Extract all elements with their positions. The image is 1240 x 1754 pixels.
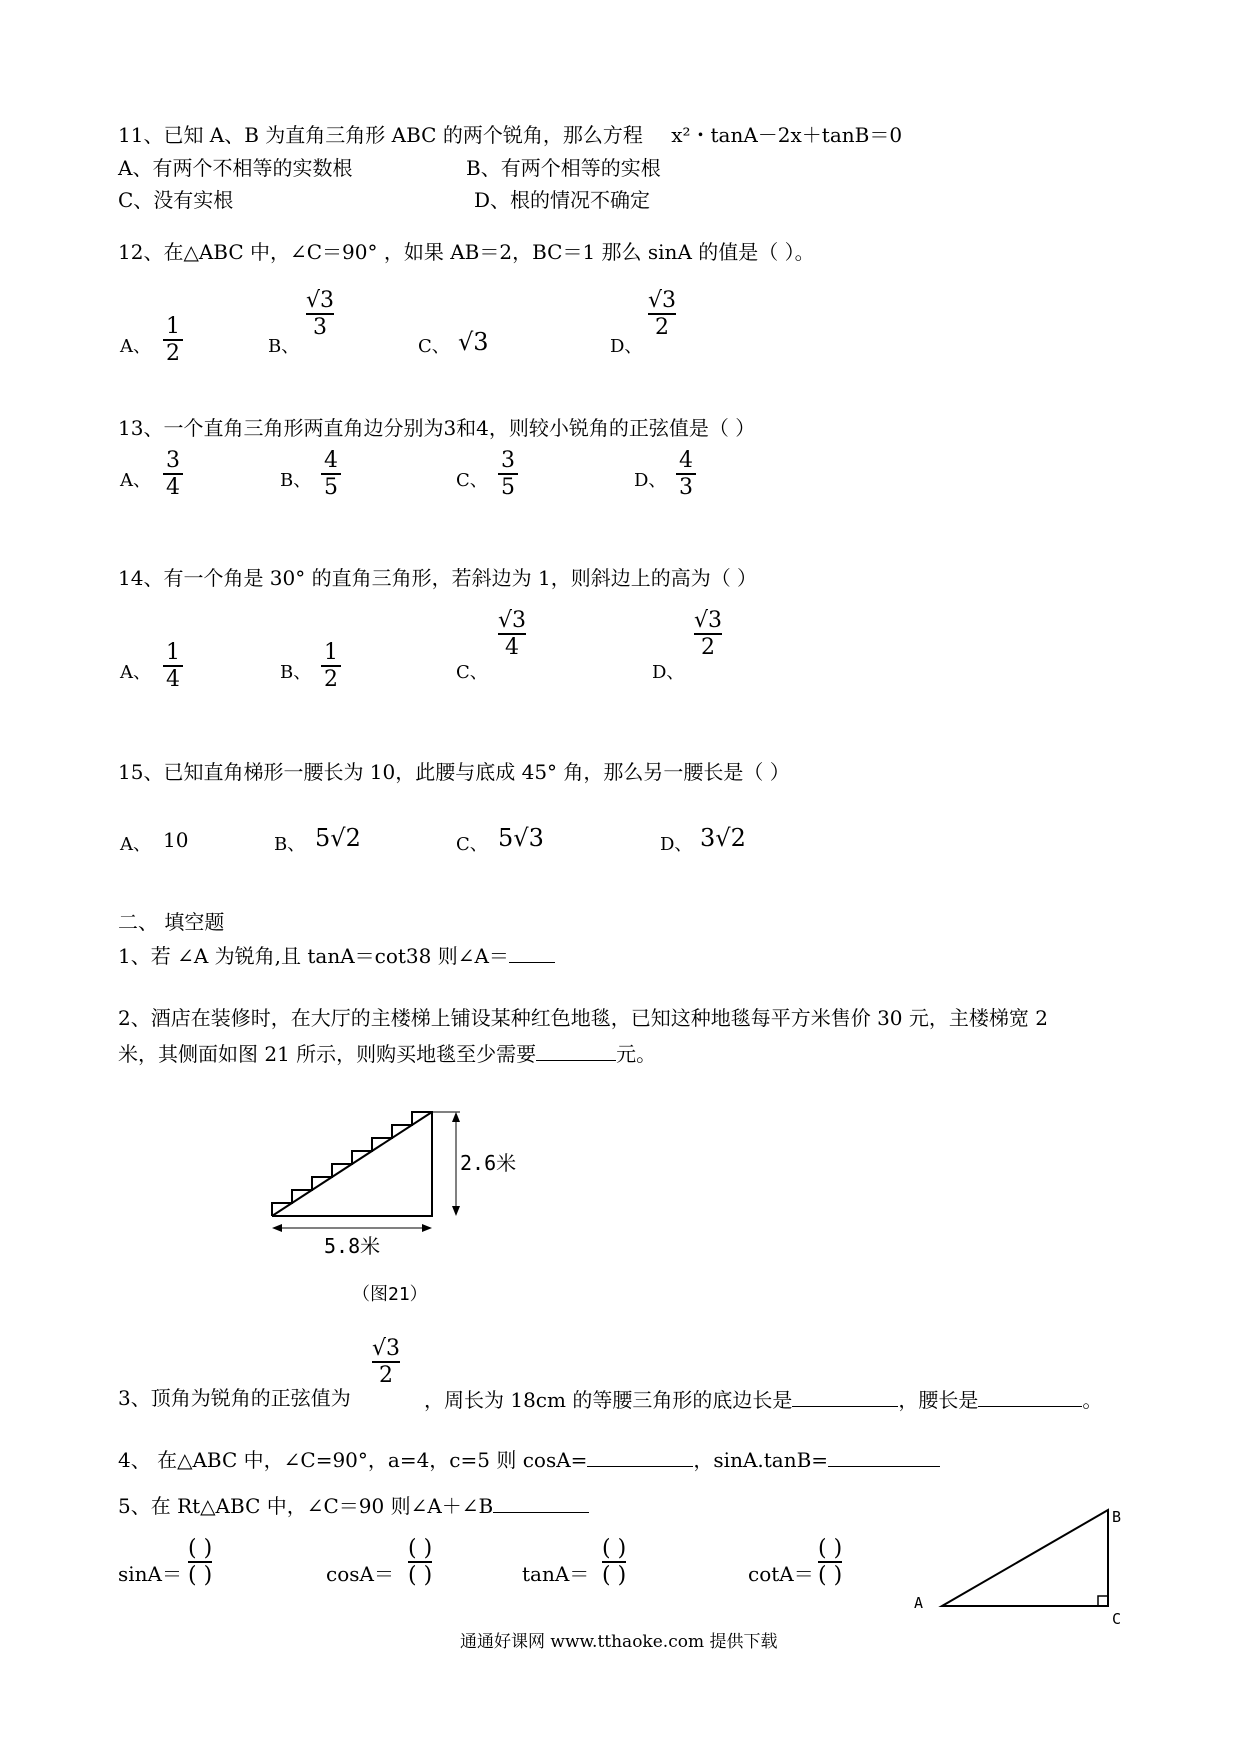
numerator: √3 bbox=[372, 1336, 401, 1361]
q15-option-c: 5√3 bbox=[498, 824, 544, 852]
vertex-c-label: C bbox=[1112, 1610, 1122, 1628]
q12-option-d bbox=[648, 288, 676, 341]
fill-5 bbox=[118, 1494, 589, 1516]
base-label: 5.8米 bbox=[324, 1234, 381, 1258]
numerator: 3 bbox=[501, 448, 515, 473]
ratio-tan-fraction bbox=[602, 1536, 626, 1589]
fill-3-end: 。 bbox=[1082, 1388, 1103, 1412]
vertex-b-label: B bbox=[1112, 1508, 1122, 1526]
section2-heading: 二、 填空题 bbox=[118, 910, 225, 934]
q11-option-b: B、有两个相等的实根 bbox=[466, 156, 661, 180]
numerator: 1 bbox=[166, 314, 180, 339]
numerator: ( ) bbox=[818, 1536, 843, 1561]
q13-label-d: D、 bbox=[634, 470, 667, 491]
q15-option-b: 5√2 bbox=[315, 824, 361, 852]
q11-stem-text: 11、已知 A、B 为直角三角形 ABC 的两个锐角，那么方程 bbox=[118, 123, 643, 147]
fill-3-fraction bbox=[372, 1336, 400, 1389]
q12-label-b: B、 bbox=[268, 336, 300, 357]
numerator: √3 bbox=[306, 288, 335, 313]
denominator: 3 bbox=[679, 475, 693, 501]
fill-2-blank bbox=[536, 1042, 616, 1061]
figure-caption: （图21） bbox=[352, 1284, 428, 1305]
vertex-a-label: A bbox=[914, 1594, 924, 1612]
stair-figure bbox=[260, 1108, 560, 1288]
numerator: ( ) bbox=[408, 1536, 433, 1561]
q15-label-b: B、 bbox=[274, 834, 306, 855]
q11-option-a: A、有两个不相等的实数根 bbox=[118, 156, 353, 180]
right-angle-mark bbox=[1098, 1596, 1108, 1606]
q12-label-d: D、 bbox=[610, 336, 643, 357]
q11-stem bbox=[118, 125, 902, 145]
height-label: 2.6米 bbox=[460, 1151, 517, 1175]
q11-option-d: D、根的情况不确定 bbox=[474, 188, 651, 212]
fill-2-line1: 2、酒店在装修时，在大厅的主楼梯上铺设某种红色地毯，已知这种地毯每平方米售价 30 元，主楼梯宽 2 bbox=[118, 1006, 1048, 1030]
fill-2-text: 米，其侧面如图 21 所示，则购买地毯至少需要 bbox=[118, 1042, 537, 1066]
denominator: 2 bbox=[379, 1363, 393, 1389]
fill-3-blank-leg bbox=[978, 1388, 1082, 1407]
denominator: 2 bbox=[166, 341, 180, 367]
numerator: ( ) bbox=[602, 1536, 627, 1561]
fill-4-mid: ，sinA.tanB= bbox=[693, 1448, 829, 1472]
q12-option-b bbox=[306, 288, 334, 341]
denominator: ( ) bbox=[602, 1563, 627, 1589]
q14-label-c: C、 bbox=[456, 662, 488, 683]
q13-option-d bbox=[676, 448, 696, 501]
denominator: 4 bbox=[166, 667, 180, 693]
ratio-cot-label: cotA＝ bbox=[748, 1562, 814, 1586]
q15-stem: 15、已知直角梯形一腰长为 10，此腰与底成 45° 角，那么另一腰长是（ ） bbox=[118, 760, 790, 784]
numerator: 1 bbox=[166, 640, 180, 665]
fill-2-line2 bbox=[118, 1042, 656, 1064]
q12-option-c: √3 bbox=[458, 328, 489, 356]
q13-option-a bbox=[163, 448, 183, 501]
denominator: ( ) bbox=[188, 1563, 213, 1589]
denominator: 2 bbox=[701, 635, 715, 661]
fill-5-blank bbox=[493, 1494, 589, 1513]
denominator: 5 bbox=[324, 475, 338, 501]
q15-label-c: C、 bbox=[456, 834, 488, 855]
q14-label-a: A、 bbox=[120, 662, 151, 683]
q14-option-d bbox=[694, 608, 722, 661]
ratio-cot-fraction bbox=[818, 1536, 842, 1589]
q12-stem: 12、在△ABC 中，∠C＝90° ，如果 AB＝2，BC＝1 那么 sinA 的值是（ ）。 bbox=[118, 240, 815, 264]
numerator: 4 bbox=[324, 448, 338, 473]
q14-stem: 14、有一个角是 30° 的直角三角形，若斜边为 1，则斜边上的高为（ ） bbox=[118, 566, 758, 590]
q12-label-a: A、 bbox=[120, 336, 151, 357]
denominator: 5 bbox=[501, 475, 515, 501]
fill-3-rest bbox=[424, 1388, 1102, 1410]
numerator: √3 bbox=[648, 288, 677, 313]
fill-1 bbox=[118, 944, 555, 966]
q15-label-d: D、 bbox=[660, 834, 693, 855]
denominator: ( ) bbox=[818, 1563, 843, 1589]
right-triangle-figure bbox=[900, 1500, 1140, 1630]
q11-equation: x²・tanA－2x＋tanB＝0 bbox=[671, 123, 903, 147]
q13-label-b: B、 bbox=[280, 470, 312, 491]
fill-4-blank-cos bbox=[587, 1448, 693, 1467]
q13-stem: 13、一个直角三角形两直角边分别为3和4，则较小锐角的正弦值是（ ） bbox=[118, 416, 756, 440]
q12-label-c: C、 bbox=[418, 336, 450, 357]
denominator: ( ) bbox=[408, 1563, 433, 1589]
q14-option-a bbox=[163, 640, 183, 693]
fill-1-blank bbox=[509, 944, 555, 963]
fill-5-text: 5、在 Rt△ABC 中，∠C＝90 则∠A＋∠B bbox=[118, 1494, 494, 1518]
fill-4-blank-product bbox=[828, 1448, 940, 1467]
denominator: 2 bbox=[324, 667, 338, 693]
q11-option-c: C、没有实根 bbox=[118, 188, 234, 212]
q12-option-a bbox=[163, 314, 183, 367]
fill-2-unit: 元。 bbox=[616, 1042, 657, 1066]
q13-option-c bbox=[498, 448, 518, 501]
fill-3-pre: 3、顶角为锐角的正弦值为 bbox=[118, 1386, 351, 1410]
page-footer: 通通好课网 www.tthaoke.com 提供下载 bbox=[460, 1632, 778, 1652]
denominator: 4 bbox=[505, 635, 519, 661]
numerator: √3 bbox=[694, 608, 723, 633]
ratio-tan-label: tanA＝ bbox=[522, 1562, 590, 1586]
q14-option-b bbox=[321, 640, 341, 693]
numerator: 3 bbox=[166, 448, 180, 473]
q15-label-a: A、 bbox=[120, 834, 151, 855]
numerator: ( ) bbox=[188, 1536, 213, 1561]
numerator: 4 bbox=[679, 448, 693, 473]
ratio-sin-fraction bbox=[188, 1536, 212, 1589]
denominator: 3 bbox=[313, 315, 327, 341]
q14-option-c bbox=[498, 608, 526, 661]
ratio-sin-label: sinA＝ bbox=[118, 1562, 182, 1586]
q14-label-d: D、 bbox=[652, 662, 685, 683]
q14-label-b: B、 bbox=[280, 662, 312, 683]
denominator: 4 bbox=[166, 475, 180, 501]
fill-4 bbox=[118, 1448, 940, 1470]
numerator: 1 bbox=[324, 640, 338, 665]
ratio-cos-label: cosA＝ bbox=[326, 1562, 394, 1586]
numerator: √3 bbox=[498, 608, 527, 633]
fill-3-mid2: ，腰长是 bbox=[898, 1388, 979, 1412]
q15-option-d: 3√2 bbox=[700, 824, 746, 852]
stair-hypotenuse bbox=[272, 1112, 432, 1216]
denominator: 2 bbox=[655, 315, 669, 341]
q13-option-b bbox=[321, 448, 341, 501]
fill-3-blank-base bbox=[792, 1388, 898, 1407]
ratio-cos-fraction bbox=[408, 1536, 432, 1589]
triangle-abc bbox=[942, 1510, 1108, 1606]
q13-label-c: C、 bbox=[456, 470, 488, 491]
fill-1-text: 1、若 ∠A 为锐角,且 tanA＝cot38 则∠A＝ bbox=[118, 944, 509, 968]
fill-3-mid: ，周长为 18cm 的等腰三角形的底边长是 bbox=[424, 1388, 793, 1412]
fill-4-text: 4、 在△ABC 中，∠C=90°，a=4，c=5 则 cosA= bbox=[118, 1448, 588, 1472]
q13-label-a: A、 bbox=[120, 470, 151, 491]
q15-option-a: 10 bbox=[163, 828, 189, 852]
